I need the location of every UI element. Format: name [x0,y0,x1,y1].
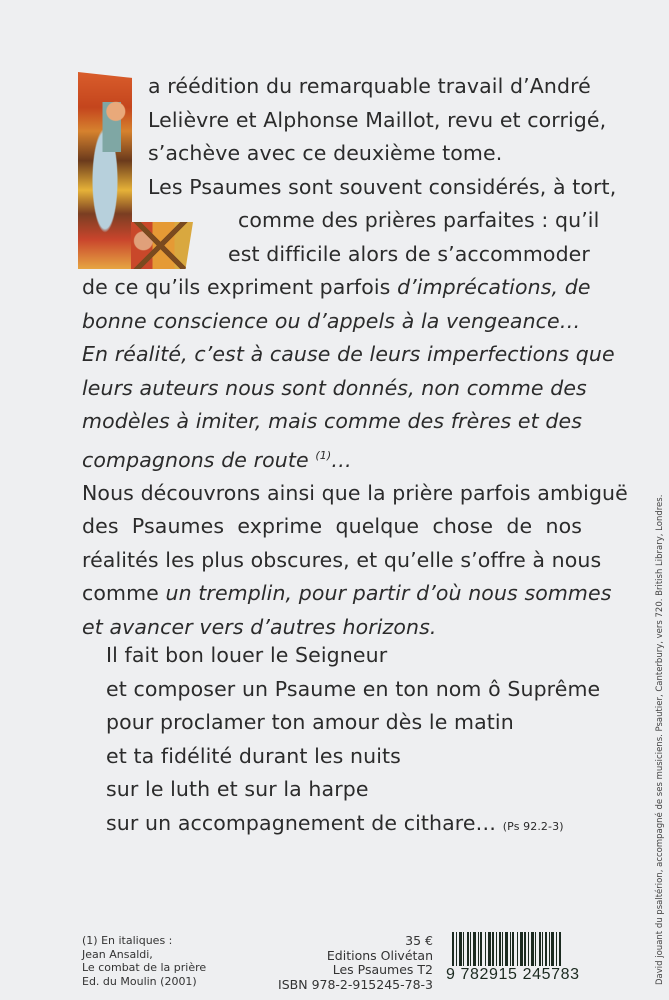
psalm-line: pour proclamer ton amour dès le matin [106,710,514,734]
intro-line: Lelièvre et Alphonse Maillot, revu et corrigé, [148,107,607,132]
illuminated-initial-foot [131,222,193,269]
footnote-line: Le combat de la prière [82,961,207,974]
publication-info [278,934,433,992]
psalm-line: sur un accompagnement de cithare… (Ps 92.2-3) [106,810,564,835]
p3-line: compagnons de route $^{(1)}$… [82,447,352,472]
p2-line: Les Psaumes sont souvent considérés, à tort, [148,174,617,199]
book-title: Les Psaumes T2 [332,962,433,977]
intro-line: a réédition du remarquable travail d’André [148,74,591,98]
p4-line: des Psaumes exprime quelque chose de nos [82,514,582,539]
p2-line: bonne conscience ou d’appels à la vengeance… [82,308,581,333]
psalm-line: Il fait bon louer le Seigneur [106,643,388,667]
p3-line: En réalité, c’est à cause de leurs imperfections que [82,342,615,366]
barcode-number: 9 782915 245783 [446,966,580,983]
price: 35 € [405,933,433,948]
psalm-line: sur le luth et sur la harpe [106,777,369,801]
footnote-line: Jean Ansaldi, [82,947,153,961]
footnote-line: Ed. du Moulin (2001) [82,974,197,988]
footnote [82,934,206,988]
illuminated-initial-stem [78,72,132,269]
p4-line: et avancer vers d’autres horizons. [82,614,437,639]
psalm-quote [106,639,601,843]
p4-line: Nous découvrons ainsi que la prière parfois ambiguë [82,480,628,505]
footnote-line: (1) En italiques : [82,934,173,947]
p2-line: comme des prières parfaites : qu’il [238,208,600,232]
publisher: Editions Olivétan [326,947,433,963]
p4-line: réalités les plus obscures, et qu’elle s’offre à nous [82,547,602,572]
psalm-line: et composer un Psaume en ton nom ô Suprême [106,676,601,701]
p2-line: est difficile alors de s’accommoder [228,241,590,266]
intro-paragraph [148,70,617,204]
paragraph-2-indented [228,204,600,271]
image-caption: David jouant du psaltérion, accompagné de ses musiciens. Psautier, Canterbury, vers 720. British Library, Londres. [655,494,665,985]
psalm-reference: (Ps 92.2-3) [502,819,564,833]
p3-line: modèles à imiter, mais comme des frères et des [82,409,583,433]
main-text [82,271,628,644]
p3-line: leurs auteurs nous sont donnés, non comme des [82,375,587,400]
footnote-marker: (1) [315,448,332,462]
isbn: ISBN 978-2-915245-78-3 [278,976,433,992]
p2-line: de ce qu’ils expriment parfois d’imprécations, de [82,275,591,299]
p4-line: comme un tremplin, pour partir d’où nous sommes [82,581,612,606]
psalm-line: et ta fidélité durant les nuits [106,743,401,768]
intro-line: s’achève avec ce deuxième tome. [148,141,503,165]
